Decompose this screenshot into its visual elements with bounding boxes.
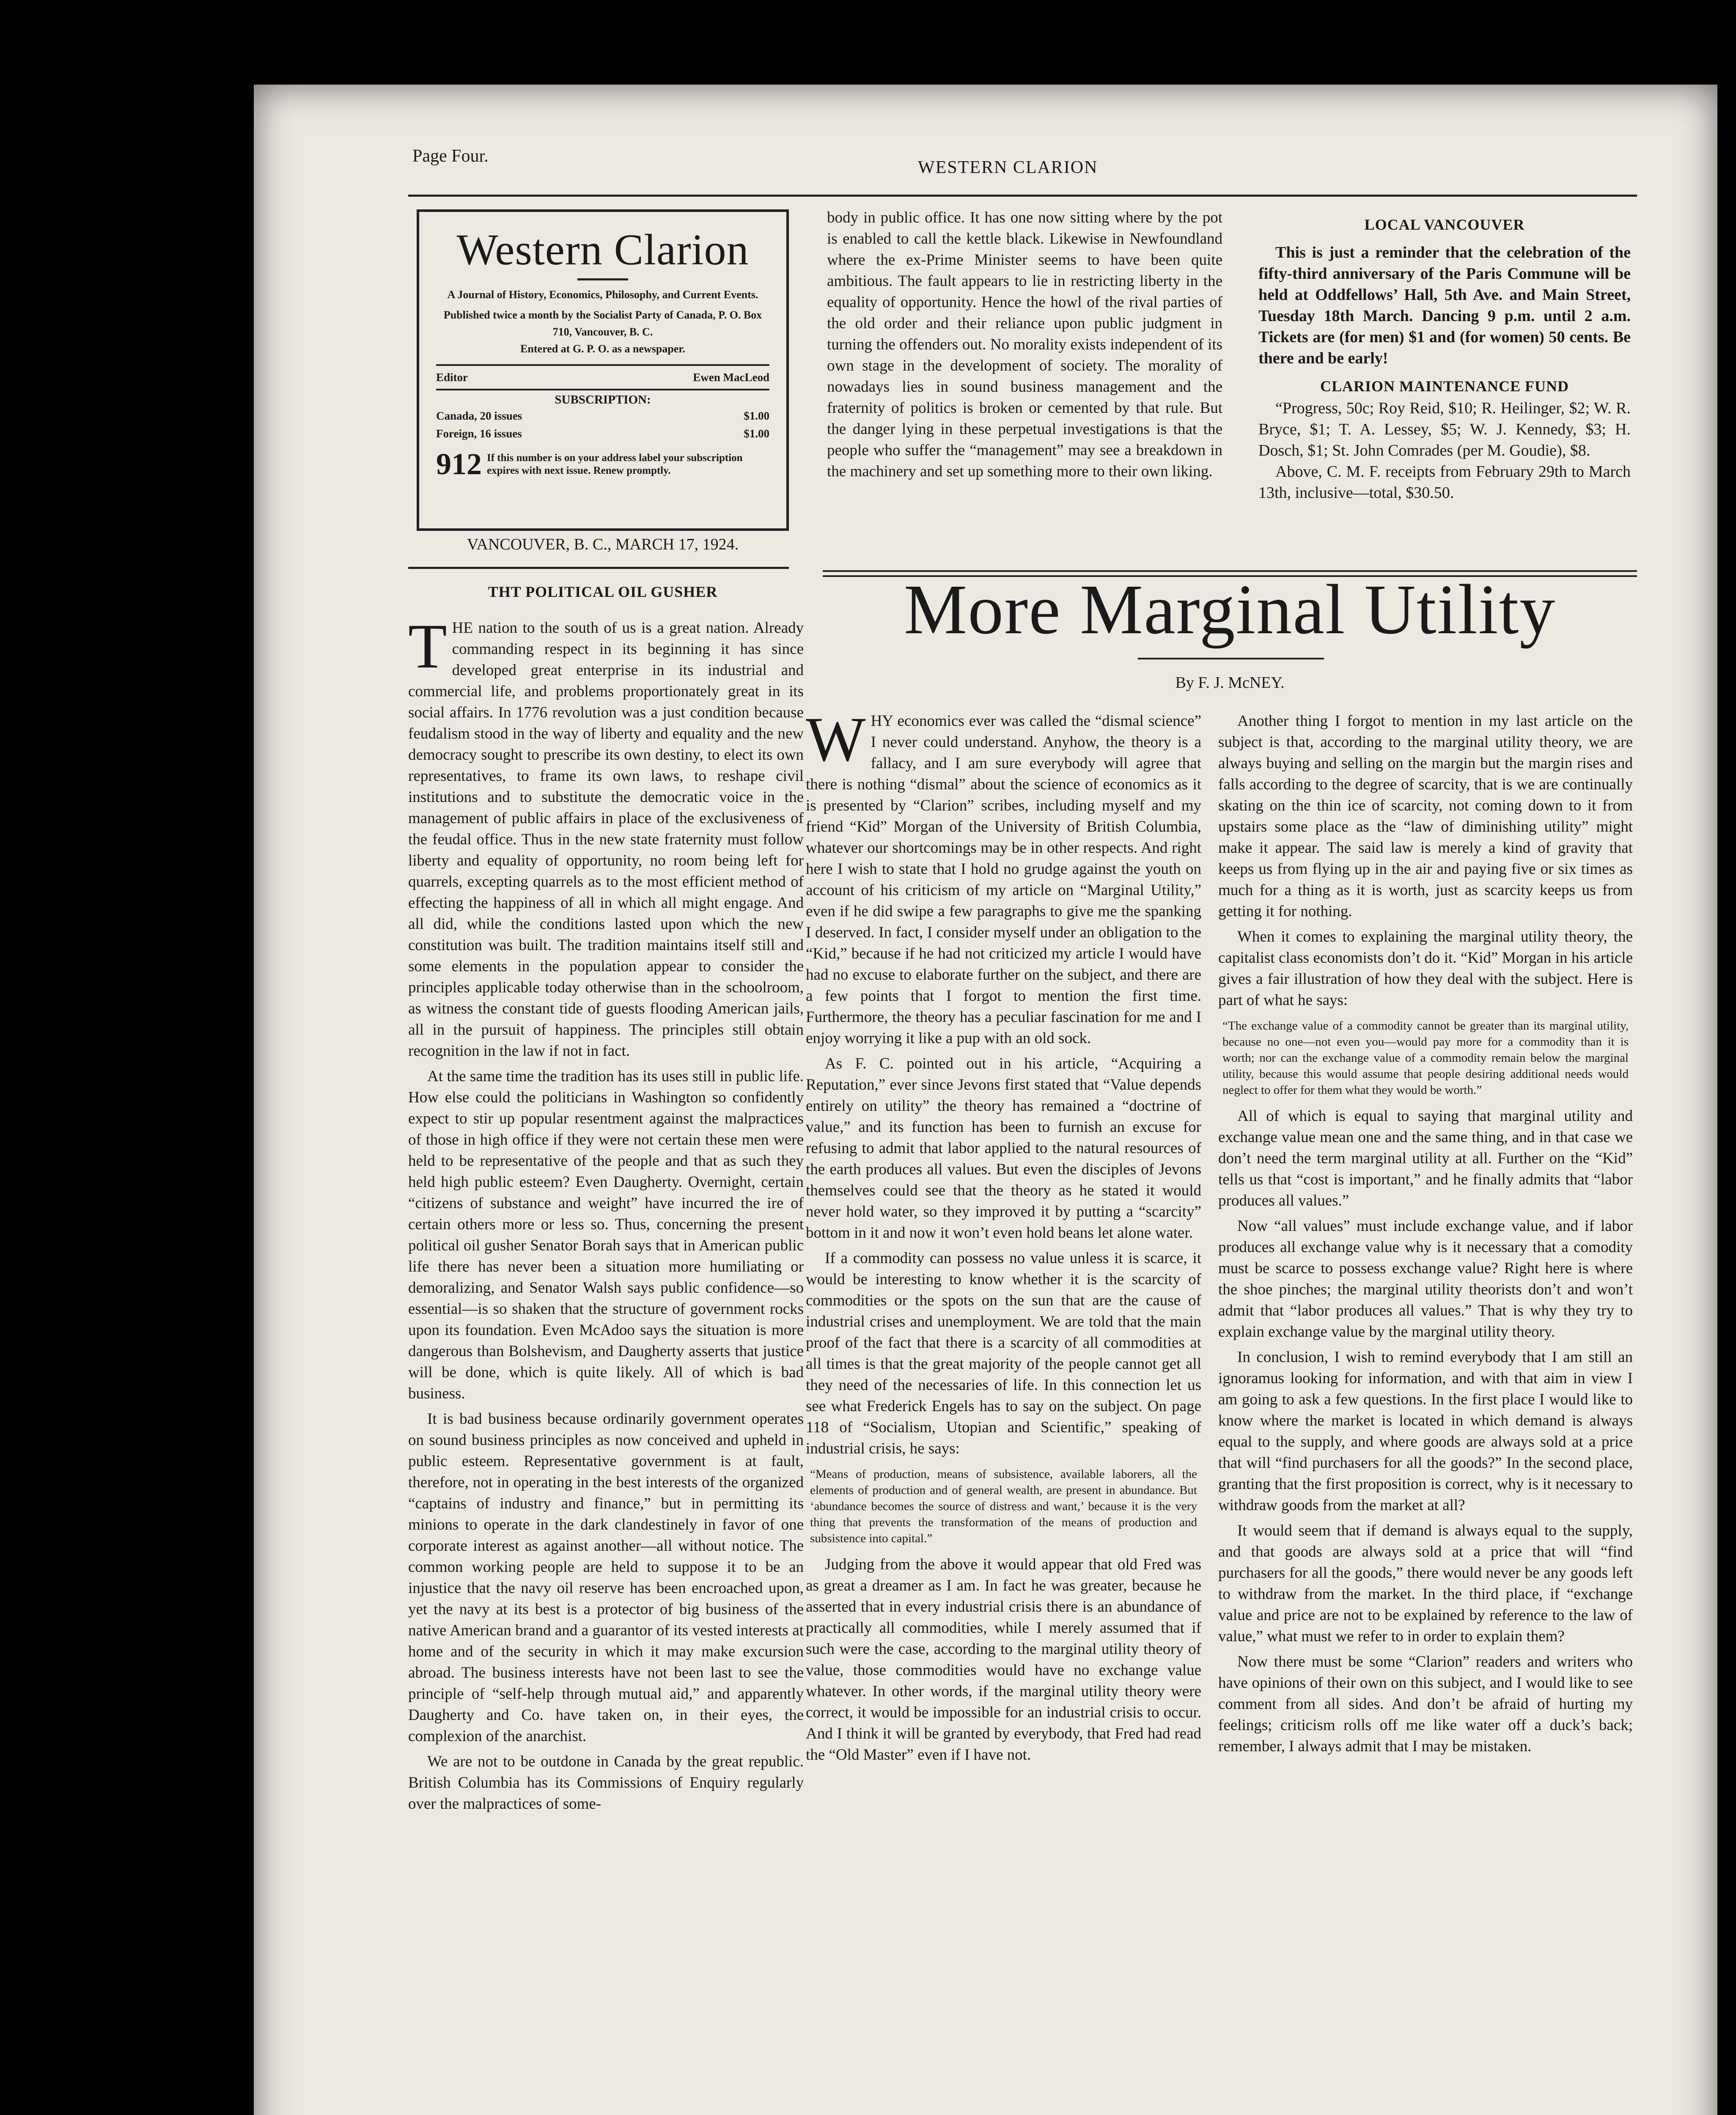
morgan-quote: “The exchange value of a commodity cannot be greater than its marginal utility, because no one—not even you—would pay more for a commodity than it is worth; nor can the exchange value of a commodity remain below the marginal utility, because this would assume that people desiring additional needs would neglect to offer for them what they would be worth.” (1222, 1019, 1629, 1097)
local-vancouver-head: LOCAL VANCOUVER (1364, 216, 1525, 233)
article-byline: By F. J. McNEY. (1175, 674, 1285, 692)
dropcap-t: T (408, 611, 447, 681)
editor-name: Ewen MacLeod (693, 371, 769, 384)
subscription-canada-price: $1.00 (744, 409, 769, 422)
maintenance-fund-head: CLARION MAINTENANCE FUND (1320, 378, 1569, 395)
article-p3: If a commodity can possess no value unless it is scarce, it would be interesting to know whether it is the scarcity of commodities or the spots on the sun that are the cause of industrial crises and unemployment. We are told that the main proof of the fact that there is a scarcity of all commodities at all times is that the great majority of the people cannot get all they need of the necessaries of life. In this connection let us see what Frederick Engels has to say on the subject. On page 118 of “Socialism, Utopian and Scientific,” speaking of industrial crisis, he says: (806, 1250, 1201, 1457)
article-column-left (806, 704, 1201, 1770)
article-p5: Another thing I forgot to mention in my last article on the subject is that, according to the marginal utility theory, we are always buying and selling on the margin but the margin rises and falls according to the degree of scarcity, that is we are continually skating on the thin ice of scarcity, not coming down to it from upstairs some place as the “law of diminishing utility” might make it appear. The said law is merely a kind of gravity that keeps us from flying up in the air and paying five or six times as much for a thing as it is worth, just as scarcity keeps us from getting it for nothing. (1218, 712, 1633, 920)
article-p6: When it comes to explaining the marginal utility theory, the capitalist class economists don’t do it. “Kid” Morgan in his article gives a fair illustration of how they deal with the subject. Here is part of what he says: (1218, 928, 1633, 1009)
article-column-right (1218, 711, 1633, 1761)
masthead-box (417, 209, 789, 531)
article-p10: It would seem that if demand is always equal to the supply, and that goods are always sold at a price that will “find purchasers for all the goods,” there would never be any goods left to withdraw from the market. In the third place, if “exchange value and price are not to be explained by reference to the law of value,” what must we refer to in order to explain them? (1218, 1522, 1633, 1645)
oil-gusher-p4: We are not to be outdone in Canada by the great republic. British Columbia has its Commissions of Enquiry regularly over the malpractices of some- (408, 1753, 804, 1813)
article-p11: Now there must be some “Clarion” readers and writers who have opinions of their own on this subject, and I would like to see comment from all sides. And don’t be afraid of hurting my feelings; criticism rolls off me like water off a duck’s back; remember, I always admit that I may be mistaken. (1218, 1653, 1633, 1755)
masthead-description: A Journal of History, Economics, Philosophy, and Current Events. (447, 288, 758, 301)
subscription-canada (436, 407, 769, 425)
article-title: More Marginal Utility (904, 570, 1556, 649)
maintenance-fund (1258, 398, 1631, 503)
editor-label: Editor (436, 371, 468, 384)
maintenance-fund-list: “Progress, 50c; Roy Reid, $10; R. Heilinger, $2; W. R. Bryce, $1; T. A. Lessey, $5; W. J. Kennedy, $3; H. Dosch, $1; St. John Comrades (per M. Goudie), $8. (1258, 399, 1631, 459)
subscription-foreign-price: $1.00 (744, 427, 769, 440)
engels-quote: “Means of production, means of subsistence, available laborers, all the elements of production and of general wealth, are present in abundance. But ‘abundance becomes the source of distress and want,’ because it is the very thing that prevents the transformation of the means of production and subsistence into capital.” (810, 1467, 1197, 1545)
maintenance-fund-total: Above, C. M. F. receipts from February 29th to March 13th, inclusive—total, $30.50. (1258, 463, 1631, 502)
dateline: VANCOUVER, B. C., MARCH 17, 1924. (467, 536, 739, 553)
masthead-entry: Entered at G. P. O. as a newspaper. (520, 343, 685, 355)
oil-gusher-head: THT POLITICAL OIL GUSHER (488, 583, 718, 600)
subscription-head: SUBSCRIPTION: (555, 393, 651, 407)
article-p2: As F. C. pointed out in his article, “Acquiring a Reputation,” ever since Jevons first stated that “Value depends entirely on utility” the theory has remained a “doctrine of value,” and its function has been to furnish an excuse for refusing to admit that labor applied to the natural resources of the earth produces all values. But even the disciples of Jevons themselves could see that the theory as he stated it would never hold water, so they improved it by putting a “scarcity” bottom in it and now it won’t even hold beans let alone water. (806, 1055, 1201, 1242)
page-number: Page Four. (412, 146, 489, 166)
oil-gusher-p3: It is bad business because ordinarily government operates on sound business principles as now conceived and upheld in public esteem. Representative government is at fault, therefore, not in operating in the best interests of the organized “captains of industry and finance,” but in permitting its minions to operate in the dark clandestinely in favor of one corporate interest as against another—all without notice. The common working people are held to suppose it to be an injustice that the navy oil reserve has been encroached upon, yet the navy at its best is a protector of big business of the native American brand and a guarantor of its vested interests at home and of the security in which it may make excursion abroad. The business interests have not been last to see the principle of “self-help through mutual aid,” and apparently Daugherty and Co. have taken on, in their eyes, the complexion of the anarchist. (408, 1410, 804, 1745)
renewal-notice (436, 447, 769, 482)
masthead-ornament (577, 278, 628, 280)
article-p8: Now “all values” must include exchange value, and if labor produces all exchange value why is it necessary that a comodity must be scarce to possess exchange value? Right here is where the shoe pinches; the marginal utility theorists don’t and won’t admit that “labor produces all values.” That is why they try to explain exchange value by the marginal utility theory. (1218, 1217, 1633, 1340)
editor-row (436, 368, 769, 386)
oil-gusher-p1: HE nation to the south of us is a great nation. Already commanding respect in its beginning it has since developed great enterprise in its industrial and commercial life, and problems proportionately great in its social affairs. In 1776 revolution was a just condition because feudalism stood in the way of liberty and equality and the new democracy sought to prescribe its own destiny, to elect its own representatives, to frame its own laws, to reshape civil institutions and to substitute the democratic voice in the management of public affairs in place of the exclusiveness of the feudal office. Thus in the new state fraternity must follow liberty and equality of opportunity, no room being left for quarrels, excepting quarrels as to the most efficient method of effecting the happiness of all in which all might engage. And all did, while the conditions lasted upon which the new constitution was built. The tradition maintains itself still and some elements in the population appear to consider the principles applicable today otherwise than in the schoolroom, as witness the constant tide of guests flooding American jails, all in the pursuit of happiness. The principles still obtain recognition in the law if not in fact. (408, 619, 804, 1060)
article-p4: Judging from the above it would appear that old Fred was as great a dreamer as I am. In fact he was greater, because he asserted that in every industrial crisis there is an abundance of practically all commodities, while I merely assumed that if such were the case, according to the marginal utility theory of value, those commodities would have no exchange value whatever. In other words, if the marginal utility theory were correct, it would be impossible for an industrial crisis to occur. And I think it will be granted by everybody, that Fred had read the “Old Master” even if I have not. (806, 1556, 1201, 1763)
section-rule (408, 567, 789, 569)
oil-gusher-p2: At the same time the tradition has its uses still in public life. How else could the politicians in Washington so confidently expect to stir up popular resentment against the malpractices of those in high office if they were not certain these men were held to be representative of the people and that as such they held high public esteem? Even Daugherty. Overnight, certain “citizens of substance and weight” have incurred the ire of certain others more or less so. Thus, concerning the present political oil gusher Senator Borah says that in American public life there has never been a situation more humiliating or demoralizing, and Senator Walsh says public confidence—so essential—is so shaken that the structure of government rocks upon its foundation. Even McAdoo says the situation is more dangerous than Bolshevism, and Daugherty asserts that justice will be done, which is quite likely. All of which is bad business. (408, 1068, 804, 1402)
subscription-foreign (436, 425, 769, 442)
local-vancouver-text: This is just a reminder that the celebration of the fifty-third anniversary of the Paris Commune will be held at Oddfellows’ Hall, 5th Ave. and Main Street, Tuesday 18th March. Dancing 9 p.m. until 2 a.m. Tickets are (for men) $1 and (for women) 50 cents. Be there and be early! (1258, 244, 1631, 367)
local-vancouver (1258, 216, 1631, 503)
oil-gusher-article (408, 611, 804, 1819)
article-p9: In conclusion, I wish to remind everybody that I am still an ignoramus looking for information, and with that aim in view I am going to ask a few questions. In the first place I would like to know where the market is located in which demand is always equal to the supply, and where goods are always sold at a price that will “find purchasers for all the goods?” In the second place, granting that the first proposition is correct, why is it necessary to withdraw goods from the market at all? (1218, 1349, 1633, 1514)
running-head-title: WESTERN CLARION (918, 158, 1098, 177)
issue-number: 912 (436, 447, 482, 481)
renewal-text: If this number is on your address label your subscription expires with next issue. Renew promptly. (487, 452, 743, 476)
header-rule (408, 195, 1637, 197)
dropcap-w: W (806, 704, 866, 775)
masthead-rule (436, 364, 769, 366)
subscription-foreign-label: Foreign, 16 issues (436, 427, 522, 440)
title-rule (1138, 658, 1324, 659)
masthead-publisher: Published twice a month by the Socialist Party of Canada, P. O. Box 710, Vancouver, B. C. (443, 309, 762, 338)
article-p1: HY economics ever was called the “dismal science” I never could understand. Anyhow, the theory is a fallacy, and I am sure everybody will agree that there is nothing “dismal” about the science of economics as it is presented by “Clarion” scribes, including myself and my friend “Kid” Morgan of the University of British Columbia, whatever our shortcomings may be in other respects. And right here I wish to state that I hold no grudge against the youth on account of his criticism of my article on “Marginal Utility,” even if he did swipe a few paragraphs to give me the spanking I deserved. In fact, I consider myself under an obligation to the “Kid,” because if he had not criticized my article I would have had no excuse to elaborate further on the subject, and there are a few points that I forgot to mention the first time. Furthermore, the theory has a peculiar fascination for me and I enjoy worrying it like a pup with an old sock. (806, 712, 1201, 1047)
masthead-rule (436, 389, 769, 390)
continued-text: body in public office. It has one now sitting where by the pot is enabled to call the kettle black. Likewise in Newfoundland where the ex-Prime Minister seems to have been quite ambitious. The fault appears to lie in restricting liberty in the equality of opportunity. Hence the howl of the rival parties of the old order and their reliance upon public judgment in turning the offenders out. No morality exists independent of its own stage in the development of society. The morality of nowadays lies in sound business management and the fraternity of politics is broken or cemented by that rule. But the danger lying in these perpetual investigations is that the people who suffer the “management” may see a breakdown in the machinery and set up something more to their own liking. (827, 209, 1222, 480)
article-p7: All of which is equal to saying that marginal utility and exchange value mean one and the same thing, and in that case we don’t need the term marginal utility at all. Further on the “Kid” tells us that “cost is important,” and he finally admits that “labor produces all values.” (1218, 1107, 1633, 1209)
continued-article (827, 207, 1222, 486)
subscription-canada-label: Canada, 20 issues (436, 409, 522, 422)
masthead-title: Western Clarion (456, 225, 749, 274)
